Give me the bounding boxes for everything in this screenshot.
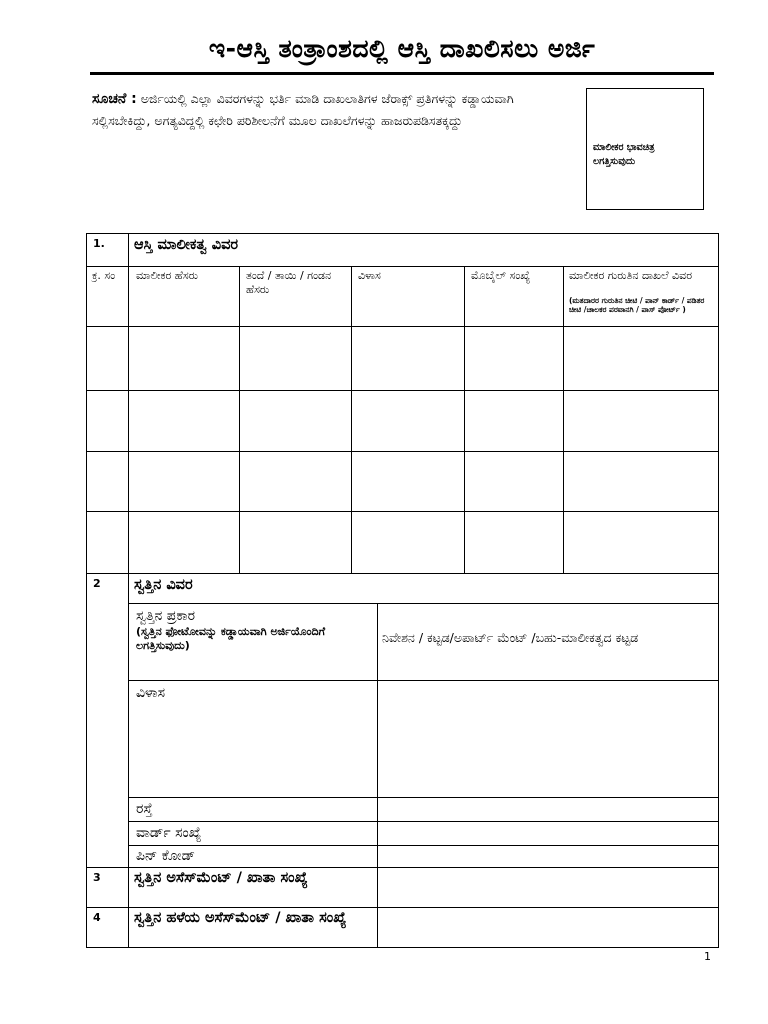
row-line xyxy=(86,511,719,512)
property-type-label: ಸ್ವತ್ತಿನ ಪ್ರಕಾರ xyxy=(136,608,196,624)
section2-title: ಸ್ವತ್ತಿನ ವಿವರ xyxy=(134,577,193,593)
row-line xyxy=(86,266,719,267)
row-line xyxy=(86,907,719,908)
road-label: ರಸ್ತೆ xyxy=(136,801,153,817)
col-header-owner-name: ಮಾಲೀಕರ ಹೆಸರು xyxy=(136,269,199,282)
row-line xyxy=(86,326,719,327)
row-line xyxy=(128,680,719,681)
section1-title: ಆಸ್ತಿ ಮಾಲೀಕತ್ವ ವಿವರ xyxy=(134,237,239,253)
col-line xyxy=(128,233,129,573)
col-line xyxy=(351,266,352,573)
page-title: ಇ-ಆಸ್ತಿ ತಂತ್ರಾಂಶದಲ್ಲಿ ಆಸ್ತಿ ದಾಖಲಿಸಲು ಅರ್ಜಿ xyxy=(208,34,596,63)
note-label: ಸೂಚನೆ : xyxy=(92,91,137,107)
section4-number: 4 xyxy=(93,911,101,924)
property-address-label: ವಿಳಾಸ xyxy=(136,685,166,701)
section3-title: ಸ್ವತ್ತಿನ ಅಸೆಸ್‌ಮೆಂಟ್ / ಖಾತಾ ಸಂಖ್ಯೆ xyxy=(134,870,308,886)
section3-number: 3 xyxy=(93,871,101,884)
row-line xyxy=(128,845,719,846)
col-header-address: ವಿಳಾಸ xyxy=(358,269,381,282)
row-line xyxy=(128,797,719,798)
section1-number: 1. xyxy=(93,237,105,250)
table-border-top xyxy=(86,233,719,234)
ward-number-label: ವಾರ್ಡ್ ಸಂಖ್ಯೆ xyxy=(136,825,202,841)
section2-number: 2 xyxy=(93,577,101,590)
col-header-id-note: (ಮತದಾರರ ಗುರುತಿನ ಚೀಟಿ / ಪಾನ್ ಕಾರ್ಡ್ / ಪಡಿತರ ಚೀಟಿ /ಚಾಲಕರ ಪರವಾನಗಿ / ಪಾಸ್ ಪೋರ್ಟ್ ) xyxy=(569,296,705,314)
pin-code-label: ಪಿನ್ ಕೋಡ್ xyxy=(136,848,196,864)
row-line xyxy=(128,603,719,604)
table-border-bottom xyxy=(86,947,719,948)
table-border-right xyxy=(718,233,719,948)
row-line xyxy=(86,867,719,868)
row-line xyxy=(86,573,719,574)
row-line xyxy=(86,451,719,452)
row-line xyxy=(128,821,719,822)
col-header-sno: ಕ್ರ. ಸಂ xyxy=(92,269,116,282)
row-line xyxy=(86,390,719,391)
section4-title: ಸ್ವತ್ತಿನ ಹಳೆಯ ಅಸೆಸ್‌ಮೆಂಟ್ / ಖಾತಾ ಸಂಖ್ಯೆ xyxy=(134,910,347,926)
col-header-id-details: ಮಾಲೀಕರ ಗುರುತಿನ ದಾಖಲೆ ವಿವರ xyxy=(569,269,693,282)
instruction-note xyxy=(92,88,562,131)
col-line xyxy=(377,603,378,948)
property-type-note: (ಸ್ವತ್ತಿನ ಫೋಟೋವನ್ನು ಕಡ್ಡಾಯವಾಗಿ ಅರ್ಜಿಯೊಂದಿಗೆ ಲಗತ್ತಿಸುವುದು) xyxy=(136,625,326,652)
owner-photo-box[interactable] xyxy=(586,88,704,210)
property-type-options[interactable]: ನಿವೇಶನ / ಕಟ್ಟಡ/ಅಪಾರ್ಟ್ ಮೆಂಟ್ /ಬಹು-ಮಾಲೀಕತ್ವದ ಕಟ್ಟಡ xyxy=(382,630,639,645)
page-number: 1 xyxy=(704,950,711,963)
title-underline xyxy=(90,72,714,75)
table-border-left xyxy=(86,233,87,948)
col-line xyxy=(239,266,240,573)
col-line xyxy=(128,573,129,948)
col-header-mobile: ಮೊಬೈಲ್ ಸಂಖ್ಯೆ xyxy=(471,269,531,282)
application-form-table xyxy=(86,233,719,948)
note-text: ಅರ್ಜಿಯಲ್ಲಿ ಎಲ್ಲಾ ವಿವರಗಳನ್ನು ಭರ್ತಿ ಮಾಡಿ ದಾಖಲಾತಿಗಳ ಜೆರಾಕ್ಸ್ ಪ್ರತಿಗಳನ್ನು ಕಡ್ಡಾಯವಾಗಿ ಸಲ್ಲಿಸಬೇಕಿದ್ದು, ಅಗತ್ಯವಿದ್ದಲ್ಲಿ ಕಛೇರಿ ಪರಿಶೀಲನೆಗೆ ಮೂಲ ದಾಖಲೆಗಳನ್ನು ಹಾಜರುಪಡಿಸತಕ್ಕದ್ದು xyxy=(92,91,514,128)
photo-box-label: ಮಾಲೀಕರ ಭಾವಚಿತ್ರ ಲಗತ್ತಿಸುವುದು xyxy=(593,142,655,167)
col-line xyxy=(563,266,564,573)
col-header-parent-name: ತಂದೆ / ತಾಯಿ / ಗಂಡನ ಹೆಸರು xyxy=(246,269,332,296)
col-line xyxy=(464,266,465,573)
